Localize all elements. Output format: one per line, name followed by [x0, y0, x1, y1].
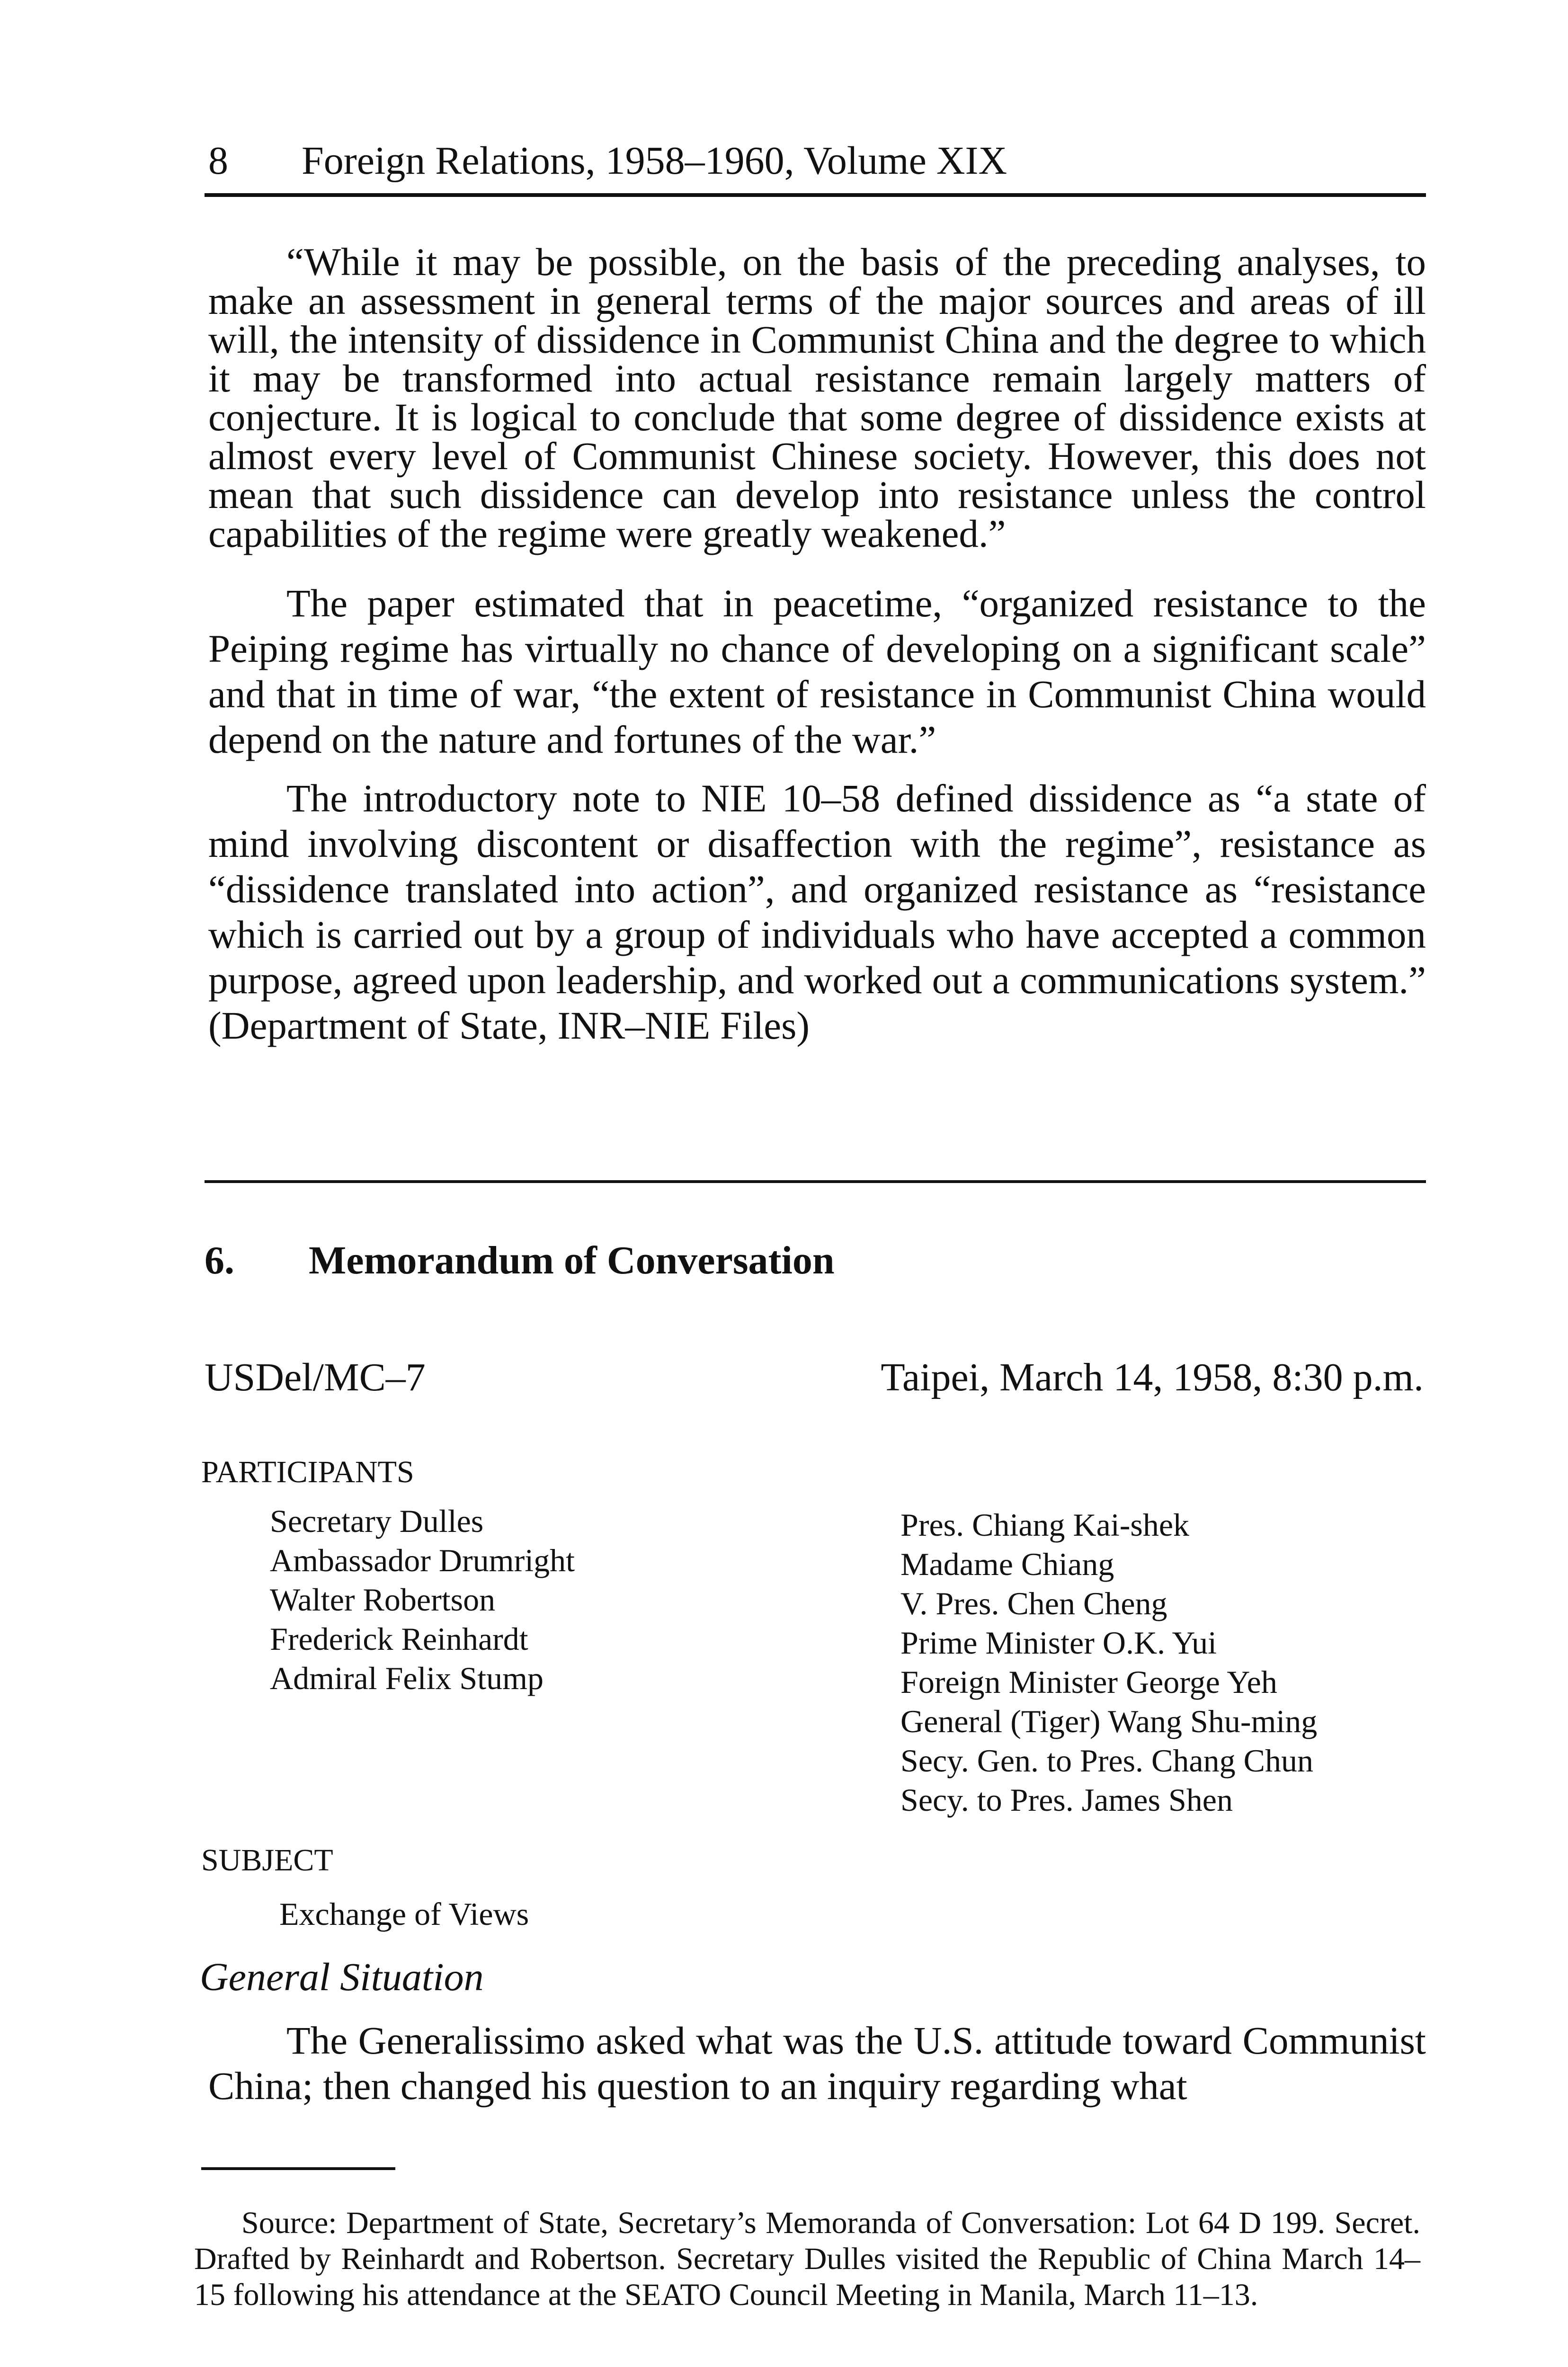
document-title: Memorandum of Conversation: [309, 1238, 835, 1282]
participant: Frederick Reinhardt: [270, 1621, 528, 1657]
participant: Secy. to Pres. James Shen: [900, 1782, 1233, 1818]
document-number: 6.: [205, 1238, 234, 1282]
quoted-paragraph: “While it may be possible, on the basis of the preceding analyses, to make an assessment in general terms of the major sources and areas of ill will, the intensity of dissidence in Communist China and the degree to which it may be transformed into actual resistance remain largely matters of conjecture. It is logical to conclude that some degree of dissidence exists at almost every level of Communist Chinese society. However, this does not mean that such dissidence can develop into resistance unless the control capabilities of the regime were greatly weakened.”: [208, 240, 1426, 555]
page-number: 8: [208, 139, 228, 183]
participant: Ambassador Drumright: [270, 1542, 575, 1578]
participants-label: PARTICIPANTS: [201, 1455, 414, 1489]
introductory-note-paragraph: The introductory note to NIE 10–58 defined dissidence as “a state of mind involving discontent or disaffection with the regime”, resistance as “dissidence translated into action”, and organized resistance as “resistance which is carried out by a group of individuals who have accepted a common purpose, agreed upon leadership, and worked out a communications system.” (Department of State, INR–NIE Files): [208, 776, 1426, 1047]
participant: Prime Minister O.K. Yui: [900, 1625, 1217, 1661]
document-id: USDel/MC–7: [205, 1355, 426, 1399]
participant: General (Tiger) Wang Shu-ming: [900, 1703, 1318, 1739]
source-footnote: Source: Department of State, Secretary’s Memoranda of Conversation: Lot 64 D 199. Secret. Drafted by Reinhardt and Robertson. Secretary Dulles visited the Republic of China March 14–15 following his attendance at the SEATO Council Meeting in Manila, March 11–13.: [194, 2206, 1420, 2312]
header-rule: [205, 193, 1426, 197]
opening-paragraph: The Generalissimo asked what was the U.S. attitude toward Communist China; then changed his question to an inquiry regarding what: [208, 2019, 1426, 2108]
document-place-date: Taipei, March 14, 1958, 8:30 p.m.: [881, 1355, 1424, 1399]
participants-us-list: [270, 1502, 575, 1698]
participant: Pres. Chiang Kai-shek: [900, 1507, 1190, 1543]
participant: Madame Chiang: [900, 1546, 1114, 1582]
participant: Foreign Minister George Yeh: [900, 1664, 1277, 1700]
participant: Secy. Gen. to Pres. Chang Chun: [900, 1743, 1313, 1779]
publication-title: Foreign Relations, 1958–1960, Volume XIX: [302, 139, 1007, 183]
subject-text: Exchange of Views: [279, 1896, 529, 1932]
estimate-paragraph: The paper estimated that in peacetime, “organized resistance to the Peiping regime has virtually no chance of developing on a significant scale” and that in time of war, “the extent of resistance in Communist China would depend on the nature and fortunes of the war.”: [208, 581, 1426, 761]
footnote-rule: [201, 2167, 395, 2170]
subject-label: SUBJECT: [201, 1843, 333, 1878]
section-subheading: General Situation: [200, 1955, 484, 1999]
participant: Walter Robertson: [270, 1582, 496, 1618]
participants-roc-list: [900, 1505, 1317, 1820]
participant: Admiral Felix Stump: [270, 1660, 543, 1696]
section-divider: [205, 1180, 1426, 1183]
running-header: [205, 135, 1426, 187]
participant: V. Pres. Chen Cheng: [900, 1585, 1167, 1621]
participant: Secretary Dulles: [270, 1503, 484, 1539]
